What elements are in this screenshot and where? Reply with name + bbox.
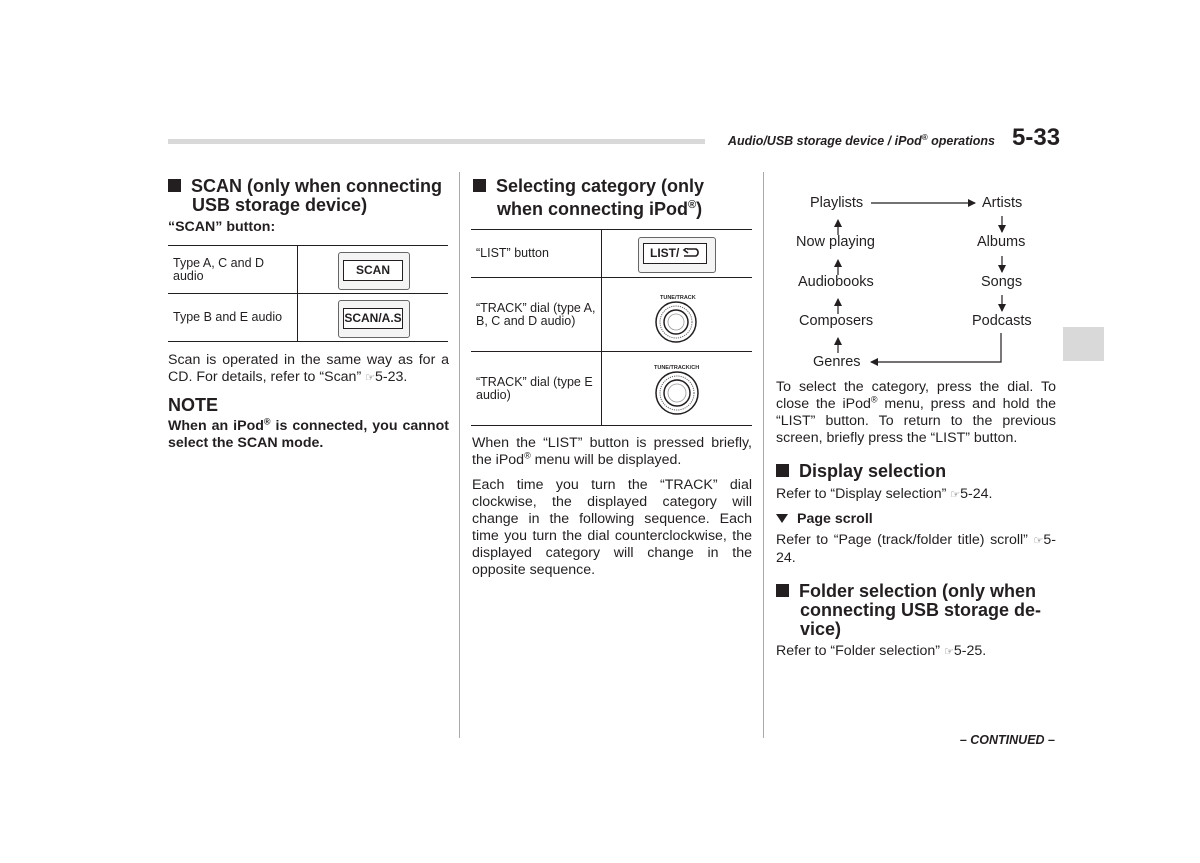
- running-header: Audio/USB storage device / iPod® operations: [727, 133, 995, 149]
- section-bullet-icon: [168, 179, 181, 192]
- display-paragraph: Refer to “Display selection” ☞5-24.: [776, 486, 993, 502]
- table-cell-label: Type A, C and D audio: [168, 246, 298, 294]
- select-category-paragraph: To select the category, press the dial. To close the iPod® menu, press and hold the “LIST” button. To return to the previous screen, briefly press the “LIST” button.: [776, 379, 1056, 446]
- table-cell-label: “LIST” button: [471, 230, 602, 278]
- scan-subheading: “SCAN” button:: [168, 219, 276, 235]
- list-button-frame: [638, 237, 716, 273]
- page-scroll-heading: Page scroll: [776, 511, 873, 528]
- reference-icon: ☞: [365, 372, 375, 384]
- list-paragraph: When the “LIST” button is pressed briefly, the iPod® menu will be displayed.: [472, 435, 752, 468]
- sequence-item: Artists: [982, 195, 1023, 211]
- sequence-item: Albums: [977, 234, 1026, 250]
- table-cell-image: [298, 294, 449, 342]
- sequence-item: Genres: [813, 354, 861, 370]
- table-row: [471, 352, 752, 426]
- header-bar: [168, 139, 705, 144]
- table-cell-label: Type B and E audio: [168, 294, 298, 342]
- table-row: [471, 278, 752, 352]
- table-row: [471, 230, 752, 278]
- table-cell-image: [602, 352, 753, 426]
- reference-icon: ☞: [943, 646, 954, 658]
- sequence-item: Audiobooks: [798, 274, 874, 290]
- scan-button-frame: [338, 252, 410, 290]
- display-section-heading: Display selection: [776, 462, 946, 481]
- sequence-item: Podcasts: [972, 313, 1032, 329]
- folder-paragraph: Refer to “Folder selection” ☞5-25.: [776, 643, 987, 659]
- section-bullet-icon: [776, 584, 789, 597]
- table-cell-image: [298, 246, 449, 294]
- note-title: NOTE: [168, 395, 219, 415]
- dial-caption: TUNE/TRACK: [660, 295, 696, 301]
- sequence-item: Songs: [981, 274, 1023, 290]
- return-arrow-icon: [681, 248, 703, 260]
- page-number: 5-33: [1012, 124, 1061, 151]
- triangle-bullet-icon: [776, 514, 788, 523]
- scan-paragraph: Scan is operated in the same way as for a CD. For details, refer to “Scan” ☞5-23.: [168, 352, 449, 385]
- sequence-item: Playlists: [810, 195, 864, 211]
- reference-icon: ☞: [950, 489, 961, 501]
- column-divider: [763, 172, 764, 738]
- list-track-table: [471, 229, 752, 426]
- scan-button: SCAN: [343, 260, 403, 281]
- track-dial-icon: [654, 370, 700, 416]
- chapter-tab: [1063, 327, 1104, 361]
- reference-icon: ☞: [1033, 535, 1044, 547]
- table-cell-label: “TRACK” dial (type A, B, C and D audio): [471, 278, 602, 352]
- table-cell-label: “TRACK” dial (type E audio): [471, 352, 602, 426]
- table-cell-image: [602, 278, 753, 352]
- table-row: [168, 294, 448, 342]
- table-row: [168, 246, 448, 294]
- track-paragraph: Each time you turn the “TRACK” dial clockwise, the displayed category will change in the following sequence. Each time you turn the dial counterclockwise, the displayed category will change in the opposite sequence.: [472, 477, 752, 578]
- section-bullet-icon: [776, 464, 789, 477]
- sequence-item: Now playing: [796, 234, 875, 250]
- category-section-heading: Selecting category (only when connecting iPod®): [473, 177, 758, 219]
- list-button: LIST/: [643, 243, 707, 264]
- folder-section-heading: Folder selection (only when connecting USB storage de- vice): [776, 582, 1061, 639]
- page-scroll-paragraph: Refer to “Page (track/folder title) scroll” ☞5-24.: [776, 532, 1056, 566]
- continued-label: – CONTINUED –: [959, 733, 1055, 747]
- track-dial-icon: [654, 300, 698, 344]
- table-cell-image: [602, 230, 753, 278]
- note-text: When an iPod® is connected, you cannot select the SCAN mode.: [168, 416, 449, 451]
- section-bullet-icon: [473, 179, 486, 192]
- scan-button-table: [168, 245, 448, 342]
- scan-as-button-frame: [338, 300, 410, 338]
- scan-as-button: SCAN/A.S: [343, 308, 403, 329]
- sequence-item: Composers: [799, 313, 874, 329]
- column-divider: [459, 172, 460, 738]
- dial-caption: TUNE/TRACK/CH: [654, 365, 700, 371]
- scan-section-heading: SCAN (only when connecting USB storage device): [168, 177, 458, 215]
